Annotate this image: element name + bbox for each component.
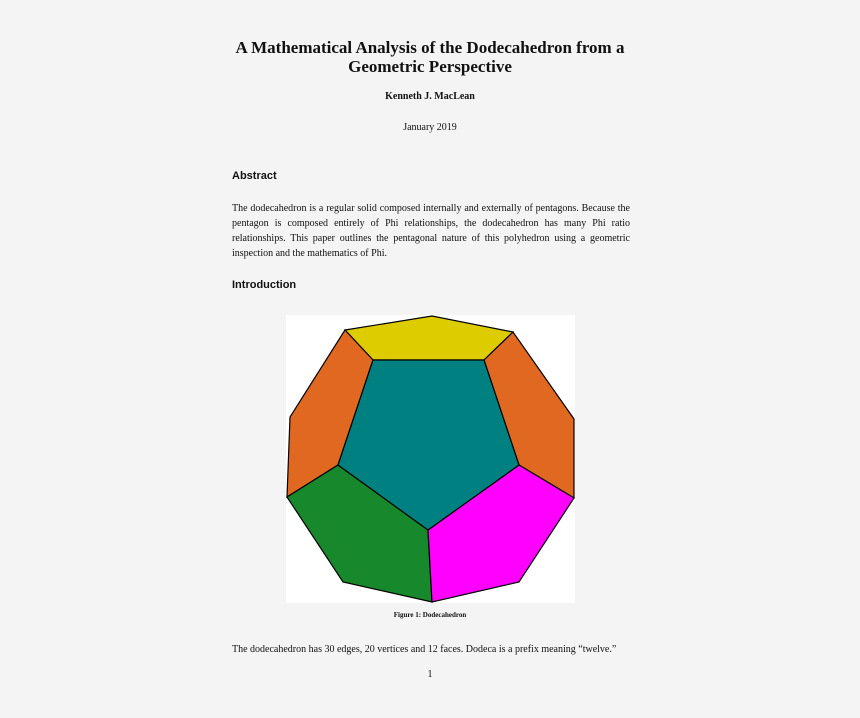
page-number: 1 [427,669,433,680]
abstract-text: The dodecahedron is a regular solid composed internally and externally of pentagons. Because the pentagon is composed entirely of Phi relationships, the dodecahedron has many Phi ratio relationships. This paper outlines the pentagonal nature of this polyhedron using a geometric inspection and the mathematics of Phi. [232,203,630,259]
paper-author: Kenneth J. MacLean [385,91,475,102]
dodecahedron-figure [286,315,575,603]
abstract-heading: Abstract [232,170,277,182]
paper-date: January 2019 [403,122,457,133]
face-top [345,316,513,360]
introduction-text: The dodecahedron has 30 edges, 20 vertices and 12 faces. Dodeca is a prefix meaning “twelve.” [232,644,617,655]
paper-title: A Mathematical Analysis of the Dodecahedron from a Geometric Perspective [235,38,625,76]
figure-caption: Figure 1: Dodecahedron [393,611,467,619]
introduction-heading: Introduction [232,279,297,291]
